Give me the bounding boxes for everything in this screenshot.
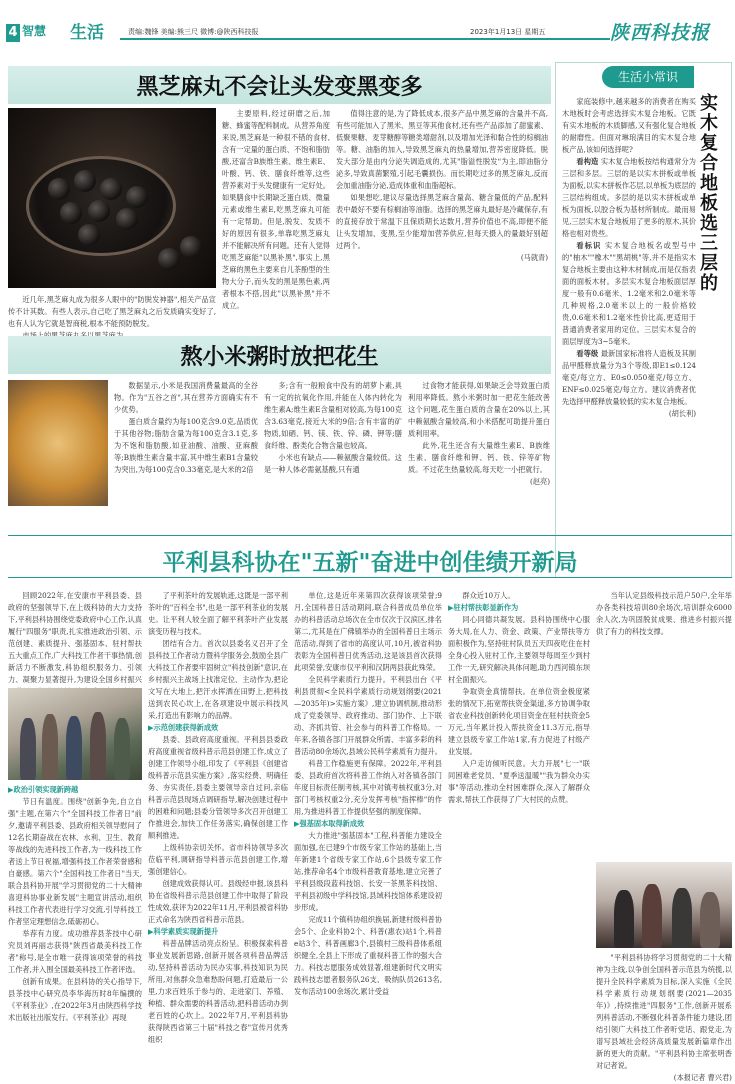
article1-col2: 主要原料,经过研磨之后,加糖、蜂蜜等配料制成。从营养角度来说,黑芝麻是一种很不错的食材,含有一定量的蛋白质、不饱和脂肪酸,还富含B族维生素、维生素E、叶酸、钙、铁、膳食纤维等,这些营养素对于头发健康有一定好处。如果膳食中长期缺乏蛋白质、微量元素或维生素E,吃黑芝麻丸可能有一定帮助。但是,脱发、发质不好的原因有很多,单靠吃黑芝麻丸并不能解决所有问题。还有人觉得吃黑芝麻能"以黑补黑",事实上,黑芝麻的黑色主要来自儿茶酚型的生物大分子,而头发的黑是黑色素,两者根本不搭,因此"以黑补黑"并不成立。	[222, 109, 330, 310]
section-name-large: 生活	[70, 23, 104, 43]
sidebar-headline: 实木复合地板选三层的	[700, 93, 718, 294]
article3-col5: 当年认定县级科技示范户50户,全年举办各类科技培训80余场次,培训群众6000余人次,为巩固脱贫成果、推进乡村振兴提供了有力的科技支撑。	[596, 591, 732, 636]
page-number: 4	[6, 24, 20, 42]
article2-author: (赵亮)	[530, 477, 550, 486]
article3-col4: 群众近10万人。 ▶驻村帮扶彰显新作为 同心同德共凝发展。县科协围绕中心服务大局,在人力、资金、政策、产业帮扶等方面积极作为,坚持驻村队员五天四夜吃住在村全身心投入驻村工作,主要领导每周至少到村工作一天,研究解决具体问题,助力西河镇东坝村全面振兴。 争取资金真情帮扶。在单位资金极度紧张的情况下,拓宽帮扶资金渠道,多方协调争取省农业科技创新转化项目资金在驻村扶资金5万元,当年累计投入帮扶资金11.3万元,指导建立县级专家工作站1家,有力促进了村级产业发展。 入户走访倾听民意。大力开展"七一"联同困难老党员、"夏季送温暖""我为群众办实事"等活动,推动全村困难群众,深入了解群众需求,帮扶工作获得了广大村民的点赞。	[448, 591, 590, 804]
article1-col1: 近几年,黑芝麻丸成为很多人眼中的"防脱发神器",相关产品宣传不计其数。有些人表示,自己吃了黑芝麻丸之后发质确实变好了,也有人认为它就是智商税,根本不能预防脱发。	[8, 295, 216, 328]
article2-col1: 数据显示,小米是我国消费量最高的全谷物。作为"五谷之首",其在营养方面确实有不少优势。 蛋白质含量约为每100克含9.0克,品质优于其他谷物;脂肪含量为每100克含3.1克,多为不饱和脂肪酸,如亚油酸、油酸、亚麻酸等;B族维生素含量丰富,其中维生素B1含量较为突出,为每100克含0.33毫克,是大米的2倍	[114, 381, 258, 474]
article3-rule-top	[8, 535, 732, 536]
article3-col2: 了平利茶叶的发展轨迹,这既是一部平利茶叶的"百科全书",也是一部平利茶业的发展史。让平利人较全面了解平利茶叶产业发展演变历程与技术。 团结有合力。首次以县委名义召开了全县科技工作者动力暨科学服务会,鼓励全县广大科技工作者要牢固树立"科技创新"意识,在乡村振兴主战场上找准定位、主动作为,把论文写在大地上,把汗水挥洒在田野上,把科技送到农民心坎上,在各项建设中展示科技风采,打造出有影响力的品牌。 ▶示范创建获得新成效 县委、县政府高度重视。平利县县委政府高度重视省级科普示范县创建工作,成立了创建工作领导小组,印发了《平利县《创建省级科普示范县实施方案》,落实经费、明确任务、夯实责任,县委主要领导亲自过问,亲临科普示范县现场点调研指导,解决创建过程中的困难和问题;县委分管领导多次召开创建工作推进会,加快工作任务落实,确保创建工作顺利推进。 上级科协亲切关怀。省市科协领导多次莅临平利,调研指导科普示范县创建工作,增强创建信心。 创建成效获得认可。县级经申报,该县科协在省级科普示范县创建工作中取得了阶段性成效,获评为2022年11月,平利县被省科协正式命名为陕西省科普示范县。 ▶科学素质实现新提升 科普品牌活动亮点纷呈。积极探索科普事业发展新思路,创新开展各项科普品牌活动,坚持科普活动为民办实事,科技知识为民所用,对焦群众急难愁盼问题,打造最后一公里,力求百姓乐于参与的、走进家门、养殖、种植、群众需要的科普活动,把科普活动办到老百姓的心坎上。2022年7月,平利县科协获得陕西省第三十届"科技之春"宣传月优秀组织	[148, 591, 288, 1044]
article3-author: (本报记者 曹兴君)	[673, 1073, 732, 1082]
article3-col3: 单位,这是近年来第四次获得该项荣誉;9月,全国科普日活动期间,联合科普成员单位举办的科普活动总场次在全市仅次于汉滨区,排名第二,尤其是在广佛镇举办的全国科普日主场示范活动,得到了省市的高度认可,10月,被省科协表彰为全国科普日优秀活动,这是该县首次获得此项荣誉,安康市仅平利和汉阴两县获此殊荣。 全民科学素质行力提升。平利县出台《平利县贯彻<全民科学素质行动规划纲要(2021—2035年)>实施方案》,建立协调机制,推动形成了党委领导、政府推动、部门协作、上下联动、齐抓共管、社会参与的科普工作格局。一年来,各镇各部门开展群众所需、丰富多彩的科普活动80余场次,县域公民科学素质有力提升。 科普工作稳施更有保障。2022年,平利县委、县政府首次将科普工作纳入对各镇各部门年度目标责任制考核,其中对镇考核权重3分,对部门考核权重2分,充分发挥考核"指挥棒"的作用,为推进科普工作提供坚强的制度保障。 ▶强基固本取得新成效 大力推进"强基固本"工程,科普能力建设全面加强,在已建9个市级专家工作站的基础上,当年新建1个省级专家工作站,6个县级专家工作站,推荐命名4个市级科普教育基地,建立完善了平利县级段蓝科技馆、长安一茶黑茶科技馆、平利县初级中学科技馆,县域科技馆体系建设初步形成。 完成11个镇科协组织换届,新建村级科普协会5个、企业科协2个、科普(惠农)站1个,科普e站3个、科普画廊3个,县镇村三级科普体系组织健全,全县上下形成了重视科普工作的强大合力。科技志愿服务成效显著,组建新时代文明实践科技志愿者服务队26支、吸纳队员2613名,发布活动100余场次,累计受益	[294, 591, 443, 996]
visit-photo	[596, 862, 732, 948]
award-ceremony-photo	[8, 688, 142, 780]
article3-headline: 平利县科协在"五新"奋进中创佳绩开新局	[162, 550, 578, 576]
page-header	[0, 0, 735, 46]
header-rule	[120, 38, 610, 40]
article3-closing: "平利县科协将学习贯彻党的二十大精神为主线,以争创全国科普示范县为统揽,以提升全民科学素质为目标,深入实施《全民科学素质行动规划纲要(2021—2035年)》,持续推进"四服务"工作,创新开展系列科普活动,不断强化科普条件能力建设,团结引领广大科技工作者听党话、跟党走,为谱写县域社会经济高质量发展新篇章作出新的更大的贡献。"平利县科协主席张明香对记者说。 (本报记者 曹兴君)	[596, 953, 732, 1082]
editor-credits: 责编:魏锋 美编:熊三尺 微博:@陕西科技报	[128, 28, 259, 36]
article2-col3: 过食物才能获得,如果缺乏会导致蛋白质利用率降低。熬小米粥时加一把花生能改善这个问题,花生蛋白质的含量在20%以上,其中赖氨酸含量较高,和小米搭配可助提升蛋白质利用率。 此外,花生还含有大量维生素E、B族维生素、膳食纤维和钾、钙、铁、锌等矿物质。不过花生热量较高,每天吃一小把就行。 (赵亮)	[408, 381, 550, 486]
sidebar-body: 家庭装修中,越来越多的消费者在购买木地板时会考虑选择实木复合地板。它既有实木地板的木质脚感,又有强化复合地板的耐磨性。但面对琳琅满目的实木复合地板产品,该如何选择呢? 看构造 实木复合地板按结构通常分为三层和多层。三层的是以实木拼板或单板为面板,以实木拼板作芯层,以单板为底层的三层结构组成。多层的是以实木拼板或单板为面板,以胶合板为基材所制成。最而易见,三层实木复合地板用了更多的原木,其价格也相对贵些。 看标识 实木复合地板名或型号中的"柚木""橡木""黑胡桃"等,并不是指实木复合地板主要由这种木材制成,而是仅指表面的面板木材。多层实木复合地板面层厚度一般有0.6毫米、1.2毫米和2.0毫米等几种规格,2.0毫米以上的一般价格较贵,0.6毫米和1.2毫米性价比高,更适用于普通消费者家用的定位。三层实木复合的面层厚度为3~5毫米。 看等级 最新国家标准将人造板及其制品甲醛释放量分为3个等级,即E1≤0.124毫克/每立方、E0≤0.050毫克/每立方、ENF≤0.025毫克/每立方。建议消费者优先选择甲醛释放量较低的实木复合地板。 (胡长利)	[562, 97, 696, 418]
millet-porridge-photo	[8, 380, 108, 506]
sidebar-author: (胡长利)	[668, 409, 696, 418]
black-sesame-balls-photo	[8, 108, 216, 288]
article1-author: (马就青)	[520, 253, 548, 262]
newspaper-masthead: 陕西科技报	[610, 22, 711, 44]
issue-date: 2023年1月13日 星期五	[470, 28, 546, 36]
article3-col1: ▶政治引领实现新跨越 节日有温度。围绕"创新争先,自立自强"主题,在第六个"全国科技工作者日"前夕,邀请平利县委、县政府相关领导慰问了12名长期奋战在农林、水利、卫生、教育等战线的先进科技工作者,为一线科技工作者送上节日祝福,增强科技工作者荣誉感和自豪感。第六个"全国科技工作者日"当天,联合县科协开展"学习贯彻党的二十大精神 喜迎科协事业新发展"主题宣讲活动,组织科技工作者代表进行学习交流,引导科技工作者坚定理想信念,砥砺初心。 举荐有力度。成功推荐县茶技中心研究员刘再丽志获得"陕西省最美科技工作者"称号,是全市唯一获得该项荣誉的科技工作者,并入围全国最美科技工作者评选。 创新有成果。在县科协的关心指导下,县茶技中心研究员李华海历时8年编撰的《平利茶业》,在2022年3月由陕西科学技术出版社出版发行。《平利茶业》再现	[8, 785, 142, 1022]
article3-rule-bottom	[8, 577, 732, 578]
article3-intro: 回顾2022年,在安康市平利县委、县政府的坚强领导下,在上级科协的大力支持下,平利县科协围绕党委政府中心工作,认真履行"四服务"职责,扎实推进政治引领、示范创建、素质提升、强基固本、驻村帮扶五大重点工作,广大科技工作者干事热情,创新活力不断激发,科协组织服务力、引领力、凝聚力显著提升,为建设全国乡村振兴	[8, 591, 142, 684]
article1-headline: 黑芝麻丸不会让头发变黑变多	[136, 75, 423, 100]
sidebar-tag: 生活小常识	[602, 66, 694, 88]
article2-headline: 熬小米粥时放把花生	[180, 345, 379, 370]
article1-col3: 值得注意的是,为了降低成本,很多产品中黑芝麻的含量并不高,有些可能加入了黑米、黑豆等其他食材,还有些产品添加了甜蜜素、低聚果糖、麦芽糖醇等糖类增甜剂,以及增加光泽和黏合性的棕榈油等。糖、油脂的加入,导致黑芝麻丸的热量增加,营养密度降低。脱发大部分是由内分泌失调造成的,尤其"脂溢性脱发"为主,即油脂分泌多,导致真菌繁殖,引起毛囊损伤。而长期吃过多的黑芝麻丸,反而会加重油脂分泌,造成体重和血脂超标。 如果想吃,建议尽量选择黑芝麻含量高、糖含量低的产品,配料表中最好不要有棕榈油等油脂。选择的黑芝麻丸最好是冷藏保存,有的直接存放于常温下且保质期长达数月,营养价值也不高,即便不能让头发增加、变黑,至少能增加营养供应,但每天摄入的量最好别超过两个。 (马就青)	[336, 109, 548, 262]
section-name: 智慧	[22, 24, 47, 38]
article2-col2: 多;含有一般粮食中没有的胡萝卜素,具有一定的抗氧化作用,并能在人体内转化为维生素A;维生素E含量相对较高,为每100克含3.63毫克,接近大米的9倍;含有丰富的矿物质,如硒、钙、镁、铁、锌、磷、钾等;膳食纤维、酚类化合物含量也较高。 小米也有缺点——赖氨酸含量较低。这是一种人体必需氨基酸,只有通	[264, 381, 402, 474]
